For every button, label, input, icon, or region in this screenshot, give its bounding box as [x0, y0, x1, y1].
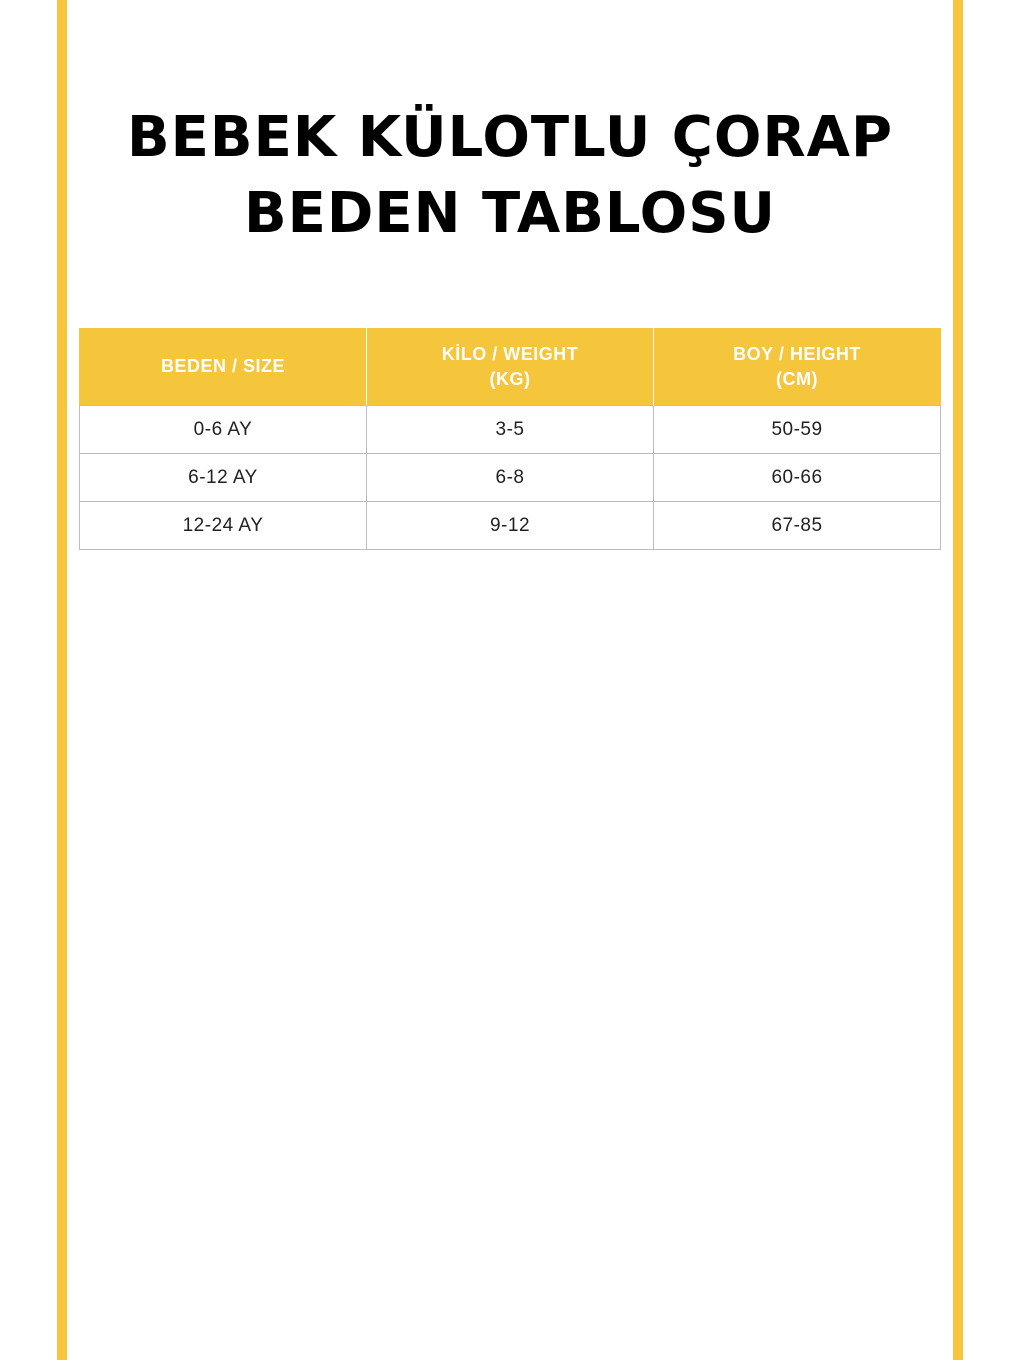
header-height-label: BOY / HEIGHT	[733, 343, 861, 364]
size-chart-table	[79, 328, 941, 550]
page-title	[0, 100, 1020, 252]
table-row	[80, 406, 941, 454]
cell-weight: 9-12	[367, 502, 654, 550]
cell-size: 0-6 AY	[80, 406, 367, 454]
header-weight	[367, 328, 654, 406]
title-line-1: BEBEK KÜLOTLU ÇORAP	[126, 105, 893, 170]
cell-height: 50-59	[654, 406, 941, 454]
table-row	[80, 454, 941, 502]
header-height-unit: (CM)	[776, 368, 818, 389]
table-header-row	[80, 328, 941, 406]
cell-weight: 3-5	[367, 406, 654, 454]
cell-size: 6-12 AY	[80, 454, 367, 502]
cell-weight: 6-8	[367, 454, 654, 502]
table-row	[80, 502, 941, 550]
cell-height: 67-85	[654, 502, 941, 550]
header-weight-label: KİLO / WEIGHT	[441, 343, 579, 364]
header-size	[80, 328, 367, 406]
cell-height: 60-66	[654, 454, 941, 502]
header-size-label: BEDEN / SIZE	[160, 356, 286, 376]
header-height	[654, 328, 941, 406]
title-line-2: BEDEN TABLOSU	[243, 181, 776, 246]
header-weight-unit: (KG)	[489, 368, 531, 389]
cell-size: 12-24 AY	[80, 502, 367, 550]
